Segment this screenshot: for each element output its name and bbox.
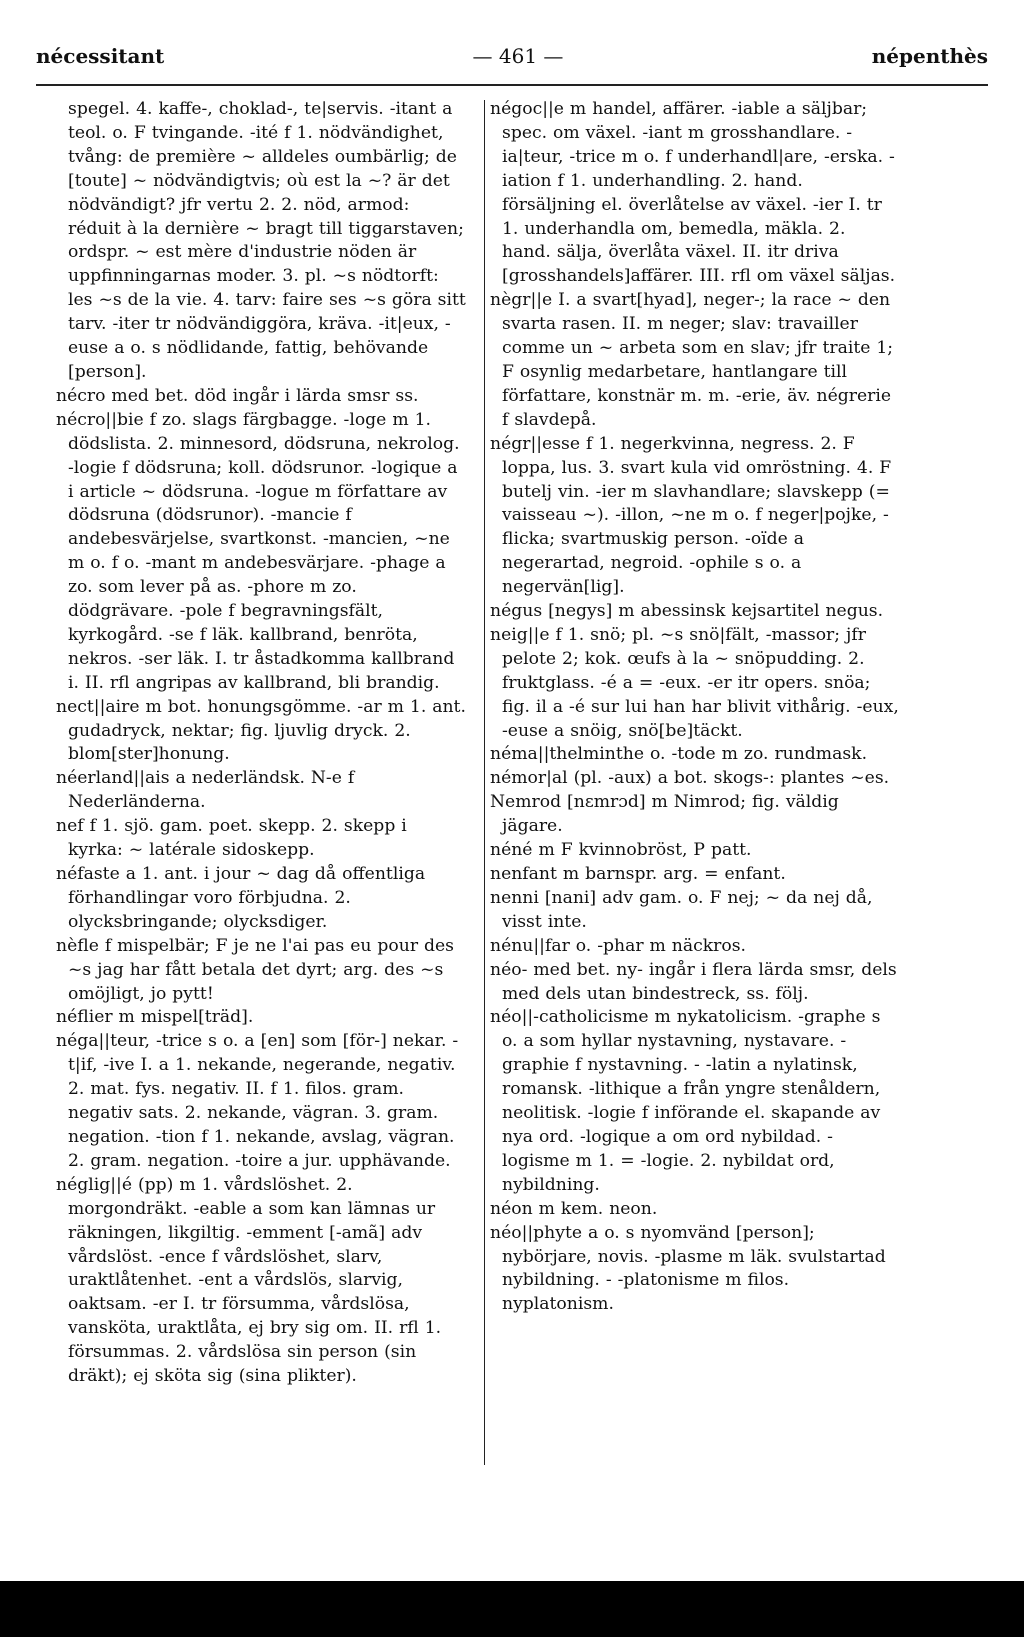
dictionary-entry: nénu||far o. -phar m näckros.	[490, 935, 746, 956]
dictionary-entry: néo- med bet. ny- ingår i flera lärda smsr, dels med dels utan bindestreck, ss. följ.	[490, 959, 897, 1004]
left-running-headword: nécessitant	[36, 44, 165, 68]
dictionary-entry: nègr||e I. a svart[hyad], neger-; la race ~ den svarta rasen. II. m neger; slav: travailler comme un ~ arbeta som en slav; jfr traite 1; F osynlig medarbetare, hantlangare till författare, konstnär m. m. -erie, äv. négrerie f slavdepå.	[490, 290, 894, 430]
dictionary-entry: néga||teur, -trice s o. a [en] som [för-] nekar. -t|if, -ive I. a 1. nekande, negerande, negativ. 2. mat. fys. negativ. II. f 1. filos. gram. negativ sats. 2. nekande, vägran. 3. gram. negation. -tion f 1. nekande, avslag, vägran. 2. gram. negation. -toire a jur. upphävande.	[56, 1031, 459, 1171]
dictionary-entry: négoc||e m handel, affärer. -iable a säljbar; spec. om växel. -iant m grosshandlare. -ia|teur, -trice m o. f underhandl|are, -erska. -iation f 1. underhandling. 2. hand. försäljning el. överlåtelse av växel. -ier I. tr 1. underhandla om, bemedla, mäkla. 2. hand. sälja, överlåta växel. II. itr driva [grosshandels]affärer. III. rfl om växel säljas.	[490, 99, 896, 287]
dictionary-entry: Nemrod [nɛmrɔd] m Nimrod; fig. väldig jägare.	[490, 792, 839, 837]
dictionary-entry: néo||phyte a o. s nyomvänd [person]; nybörjare, novis. -plasme m läk. svulstartad nybildning. - -platonisme m filos. nyplatonism.	[490, 1222, 886, 1315]
dictionary-entry: nécro||bie f zo. slags färgbagge. -loge m 1. dödslista. 2. minnesord, dödsruna, nekrolog. -logie f dödsruna; koll. dödsrunor. -logique a i article ~ dödsruna. -logue m författare av dödsruna (dödsrunor). -mancie f andebesvärjelse, svartkonst. -mancien, ~ne m o. f o. -mant m andebesvärjare. -phage a zo. som lever på as. -phore m zo. dödgrävare. -pole f begravningsfält, kyrkogård. -se f läk. kallbrand, benröta, nekros. -ser läk. I. tr åstadkomma kallbrand i. II. rfl angripas av kallbrand, bli brandig.	[56, 409, 460, 693]
page-header	[36, 36, 988, 76]
dictionary-entry: néflier m mispel[träd].	[56, 1007, 254, 1028]
dictionary-entry: néglig||é (pp) m 1. vårdslöshet. 2. morgondräkt. -eable a som kan lämnas ur räkningen, likgiltig. -emment [-amã] adv vårdslöst. -ence f vårdslöshet, slarv, uraktlåtenhet. -ent a vårdslös, slarvig, oaktsam. -er I. tr försumma, vårdslösa, vansköta, uraktlåta, ej bry sig om. II. rfl 1. försummas. 2. vårdslösa sin person (sin dräkt); ej sköta sig (sina plikter).	[56, 1174, 442, 1387]
left-column	[56, 98, 466, 1389]
dictionary-entry: spegel. 4. kaffe-, choklad-, te|servis. -itant a teol. o. F tvingande. -ité f 1. nödvändighet, tvång: de première ~ alldeles oumbärlig; de [toute] ~ nödvändigtvis; où est la ~? är det nödvändigt? jfr vertu 2. 2. nöd, armod: réduit à la dernière ~ bragt till tiggarstaven; ordspr. ~ est mère d'industrie nöden är uppfinningarnas moder. 3. pl. ~s nödtorft: les ~s de la vie. 4. tarv: faire ses ~s göra sitt tarv. -iter tr nödvändiggöra, kräva. -it|eux, -euse a o. s nödlidande, fattig, behövande [person].	[68, 99, 466, 382]
dictionary-entry: néfaste a 1. ant. i jour ~ dag då offentliga förhandlingar voro förbjudna. 2. olycksbringande; olycksdiger.	[56, 864, 426, 932]
dictionary-entry: nenfant m barnspr. arg. = enfant.	[490, 864, 786, 884]
dictionary-entry: nect||aire m bot. honungsgömme. -ar m 1. ant. gudadryck, nektar; fig. ljuvlig dryck. 2. blom[ster]honung.	[56, 696, 466, 765]
dictionary-entry: nèfle f mispelbär; F je ne l'ai pas eu pour des ~s jag har fått betala det dyrt; arg. des ~s omöjligt, jo pytt!	[56, 935, 454, 1004]
dictionary-entry: néné m F kvinnobröst, P patt.	[490, 840, 752, 861]
dictionary-entry: nef f 1. sjö. gam. poet. skepp. 2. skepp i kyrka: ~ latérale sidoskepp.	[56, 816, 407, 861]
right-running-headword: népenthès	[871, 44, 988, 68]
dictionary-entry: néma||thelminthe o. -tode m zo. rundmask.	[490, 744, 868, 765]
column-divider	[484, 100, 485, 1465]
dictionary-entry: négus [negys] m abessinsk kejsartitel negus.	[490, 601, 884, 622]
dictionary-entry: néon m kem. neon.	[490, 1198, 658, 1219]
dictionary-entry: nenni [nani] adv gam. o. F nej; ~ da nej då, visst inte.	[490, 887, 873, 932]
dictionary-entry: néo||-catholicisme m nykatolicism. -graphe s o. a som hyllar nystavning, nystavare. -graphie f nystavning. - -latin a nylatinsk, romansk. -lithique a från yngre stenåldern, neolitisk. -logie f införande el. skapande av nya ord. -logique a om ord nybildad. -logisme m 1. = -logie. 2. nybildat ord, nybildning.	[490, 1007, 881, 1195]
dictionary-entry: négr||esse f 1. negerkvinna, negress. 2. F loppa, lus. 3. svart kula vid omröstning. 4. F butelj vin. -ier m slavhandlare; slavskepp (= vaisseau ~). -illon, ~ne m o. f neger|pojke, -flicka; svartmuskig person. -oïde a negerartad, negroid. -ophile s o. a negervän[lig].	[490, 433, 892, 598]
dictionary-entry: neig||e f 1. snö; pl. ~s snö|fält, -massor; jfr pelote 2; kok. œufs à la ~ snöpudding. 2. fruktglass. -é a = -eux. -er itr opers. snöa; fig. il a -é sur lui han har blivit vithårig. -eux, -euse a snöig, snö[be]täckt.	[490, 624, 899, 741]
page-number: — 461 —	[472, 44, 564, 68]
dictionary-entry: némor|al (pl. -aux) a bot. skogs-: plantes ~es.	[490, 768, 890, 789]
dictionary-entry: nécro med bet. död ingår i lärda smsr ss.	[56, 385, 419, 406]
scan-bottom-bar	[0, 1581, 1024, 1637]
dictionary-entry: néerland||ais a nederländsk. N-e f Nederländerna.	[56, 768, 355, 813]
header-rule	[36, 84, 988, 86]
right-column	[490, 98, 900, 1317]
